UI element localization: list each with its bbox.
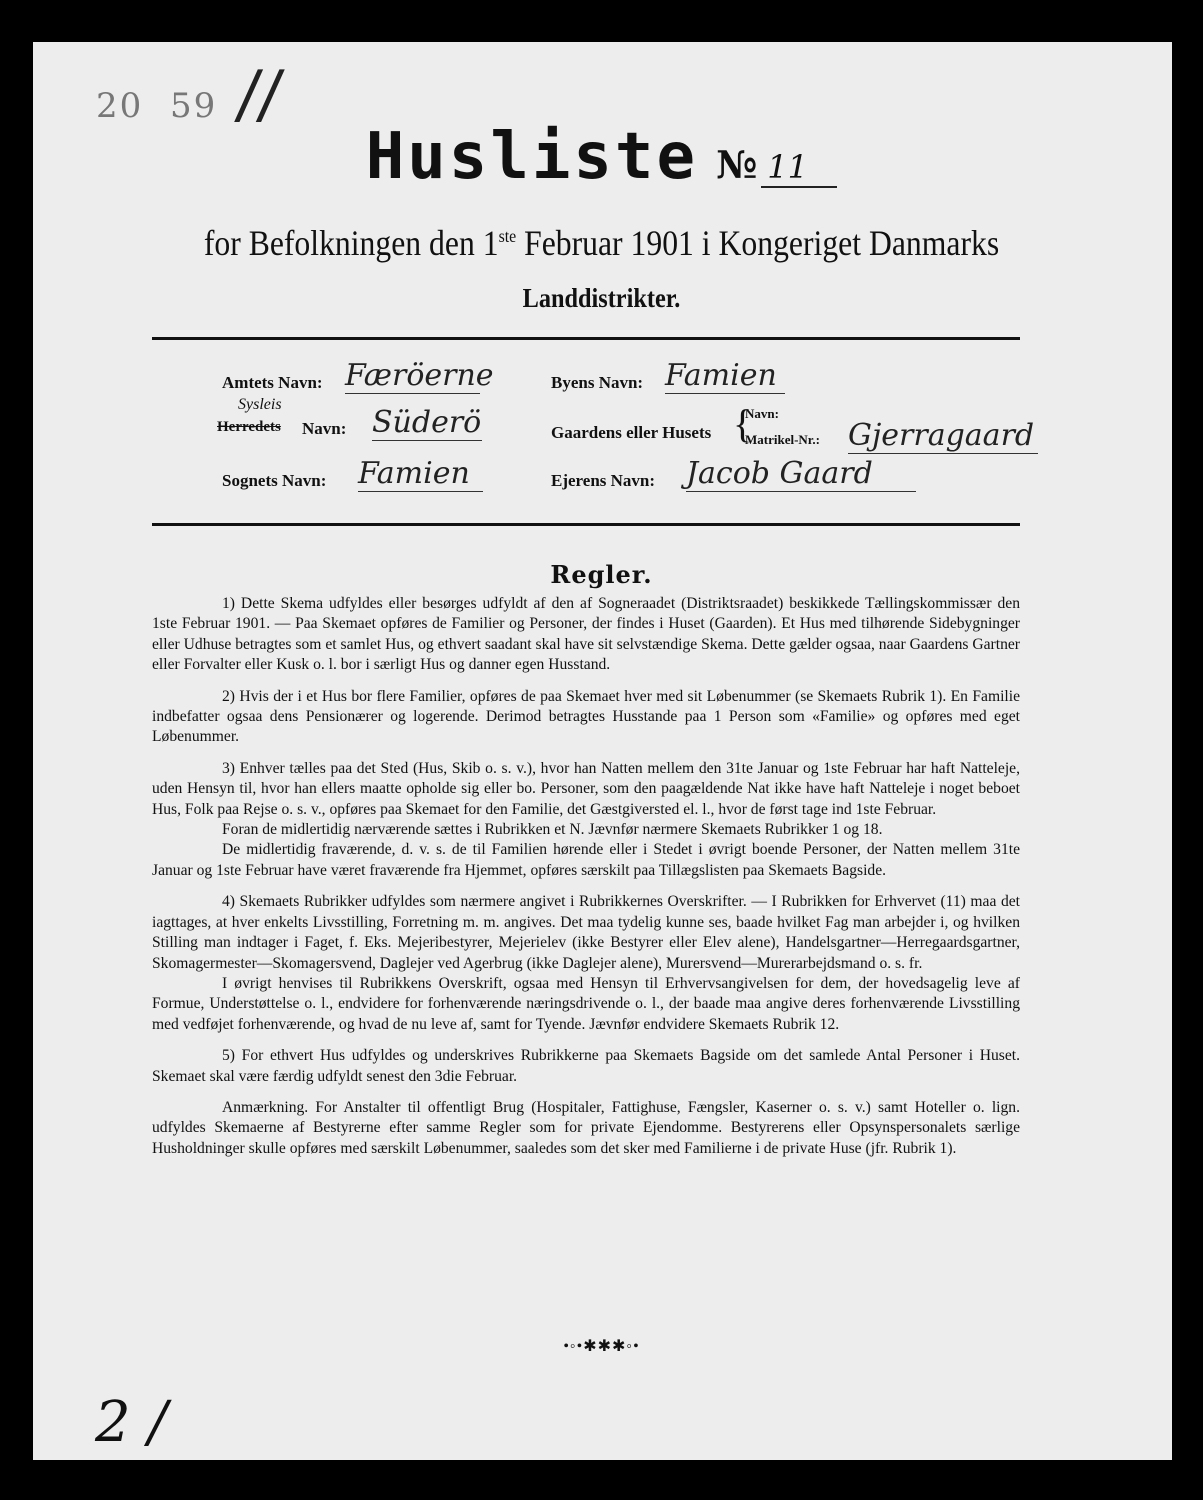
herred-label-struck: Herredets [217,419,281,435]
herred-value: Süderö [372,405,482,440]
subtitle-sup: ste [498,226,517,246]
handwritten-mark: 2 / [95,1390,168,1455]
title-text: Husliste [365,120,698,194]
brace: { [733,401,753,446]
by-value: Famien [665,358,785,394]
rule-2: 2) Hvis der i et Hus bor flere Familier, opføres de paa Skemaet hver med sit Løbenummer (se Skemaets Rubrik 1). En Familie indbefatter ogsaa dens Pensionærer og logerende. Derimod betragtes Husstande paa 1 Person som «Familie» og opføres med eget Løbenummer. [152,687,1020,746]
subtitle [72,222,1131,264]
subtitle-after: Februar 1901 i Kongeriget Danmarks [516,223,1000,263]
rule-1: 1) Dette Skema udfyldes eller besørges udfyldt af den af Sogneraadet (Distriktsraadet) beskikkede Tællingskommissær den 1ste Februar 1901. — Paa Skemaet opføres de Familier og Personer, der findes i Huset (Gaarden). Et Hus med tilhørende Sidebygninger eller Udhuse betragtes som et samlet Hus, og ethvert saadant skal have sit selvstændige Skema. Dette gælder ogsaa, naar Gaardens Gartner eller Forvalter eller Kusk o. l. bor i særligt Hus og danner egen Husstand. [152,595,1020,674]
by-label: Byens Navn: [551,373,644,392]
number-value: 11 [761,148,837,188]
amt-value: Færöerne [345,358,494,393]
gaard-label: Gaardens eller Husets [551,423,712,442]
rules-text [152,594,1020,1170]
gaard-value: Gjerragaard [848,418,1038,454]
ejer-label: Ejerens Navn: [551,471,656,490]
amt-label: Amtets Navn: [222,373,323,392]
rule-4: 4) Skemaets Rubrikker udfyldes som nærmere angivet i Rubrikkernes Overskrifter. — I Rubrikken for Erhvervet (11) maa det iagttages, at hver enkelts Livsstilling, Forretning m. m. angives. Det maa tydelig kunne ses, baade hvilket Fag man arbejder i, og hvilken Stilling man indtager i Faget, f. Eks. Mejeribestyrer, Mejerielev (ikke Bestyrer eller Elev alene), Handelsgartner—Herregaardsgartner, Skomagermester—Skomagersvend, Daglejer ved Agerbrug (ikke Daglejer alene), Murersvend—Murerarbejdsmand o. s. fr. [152,893,1020,972]
handwritten-slashes: // [232,58,287,132]
district-heading: Landdistrikter. [522,283,681,313]
top-rule [152,337,1020,340]
rule-3: 3) Enhver tælles paa det Sted (Hus, Skib o. s. v.), hvor han Natten mellem den 31te Januar og 1ste Februar har haft Natteleje, uden Hensyn til, hvor han ellers maatte opholde sig eller bo. Personer, som den paagældende Nat ikke have haft Natteleje i noget beboet Hus, Folk paa Rejse o. s. v., opføres paa Skemaet for den Familie, det Gæstgiversted el. l., hvor de først tage ind 1ste Februar. [152,759,1020,818]
rule-3-note-absent: De midlertidig fraværende, d. v. s. de til Familien hørende eller i Stedet i øvrigt boende Personer, der Natten mellem 31te Januar og 1ste Februar have været fraværende fra Hjemmet, opføres særskilt paa Tillægslisten paa Skemaets Bagside. [152,841,1020,879]
ejer-value: Jacob Gaard [686,456,916,492]
remark: Anmærkning. For Anstalter til offentligt Brug (Hospitaler, Fattighuse, Fængsler, Kaserner o. s. v.) samt Hoteller o. lign. udfyldes Skemaerne af Bestyrerne efter samme Regler som for private Ejendomme. Bestyrerens eller Opsynspersonalets særlige Husholdninger skulle opføres med særskilt Løbenummer, saaledes som det sker med Familierne i de private Huse (jfr. Rubrik 1). [152,1098,1020,1157]
sogn-value: Famien [358,456,483,492]
herred-label: Navn: [302,419,347,438]
stamp-number-left: 20 [96,86,144,126]
rule-5: 5) For ethvert Hus udfyldes og underskrives Rubrikkerne paa Skemaets Bagside om det samlede Antal Personer i Huset. Skemaet skal være færdig udfyldt senest den 3die Februar. [152,1047,1020,1085]
ornament-divider: •◦•✱✱✱◦• [563,1338,640,1355]
rules-heading: Regler. [550,560,653,589]
syssel-insert: Sysleis [238,396,282,413]
gaard-matrikel-label: Matrikel-Nr.: [745,432,820,447]
bottom-rule [152,523,1020,526]
gaard-navn-label: Navn: [745,406,779,421]
rule-4-note: I øvrigt henvises til Rubrikkens Overskrift, ogsaa med Hensyn til Erhvervsangivelsen for dem, der hovedsagelig leve af Formue, Understøttelse o. l., endvidere for forhenværende næringsdrivende o. l., der baade maa angive deres forhenværende Livsstilling med vedføjet forhenværende, og hvad de nu leve af, samt for Tyende. Jævnfør endvidere Skemaets Rubrik 12. [152,974,1020,1033]
subtitle-before: for Befolkningen den 1 [203,223,499,263]
stamp-number-right: 59 [170,86,218,126]
rule-3-note-n: Foran de midlertidig nærværende sættes i Rubrikken et N. Jævnfør nærmere Skemaets Rubrikker 1 og 18. [222,821,883,839]
page-title [0,120,1203,194]
sogn-label: Sognets Navn: [222,471,327,490]
number-label: № [715,142,758,187]
